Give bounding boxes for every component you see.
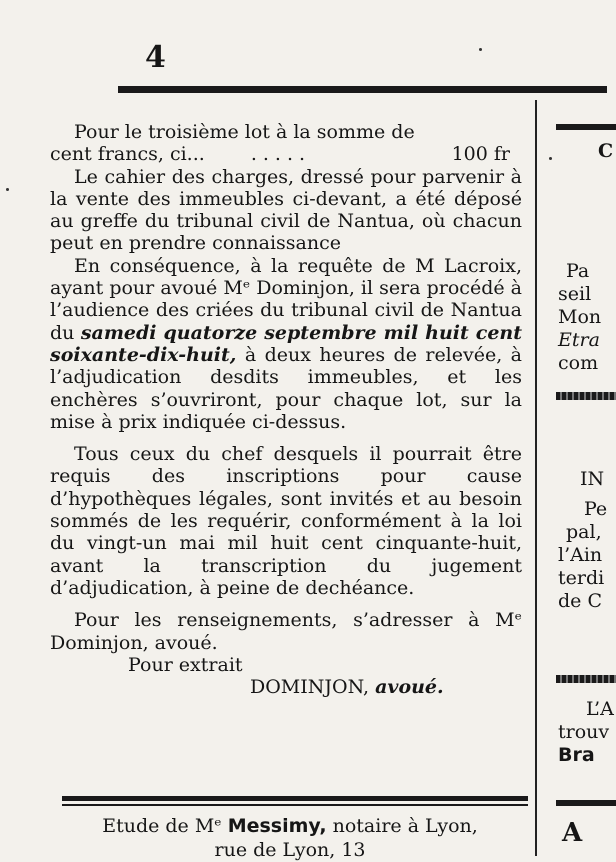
signature-pour-extrait: Pour extrait: [128, 653, 243, 676]
right-fragment: com: [558, 352, 599, 374]
right-rule: [556, 392, 616, 400]
right-fragment: Mon: [558, 306, 602, 328]
right-rule: [556, 800, 616, 806]
footer-notice: [50, 814, 530, 862]
ink-speck: [6, 188, 9, 191]
right-fragment: l’Ain: [558, 544, 603, 566]
header-rule: [118, 86, 607, 93]
ink-speck: [479, 48, 482, 51]
lot-dots: .....: [250, 143, 312, 166]
right-fragment: C: [598, 140, 614, 162]
right-fragment: IN: [580, 468, 605, 490]
paragraph-renseignements: Pour les renseignements, s’adresser à Mᵉ Dominjon, avoué.: [50, 609, 522, 654]
right-fragment: de C: [558, 590, 602, 612]
footer-line-1: [50, 814, 530, 838]
footer-line-2: rue de Lyon, 13: [214, 839, 366, 861]
right-fragment: seil: [558, 283, 592, 305]
consequence-text-a: En conséquence, à la requête de M Lacroix, ayant pour avoué Mᵉ Dominjon, il sera procédé à l’audience des criées du tribunal civil de Nantua du: [50, 254, 522, 344]
right-fragment: trouv: [558, 721, 610, 743]
paragraph-consequence: [50, 255, 522, 433]
paragraph-cahier: Le cahier des charges, dressé pour parvenir à la vente des immeubles ci-devant, a été déposé au greffe du tribunal civil de Nantua, où chacun peut en prendre connaissance: [50, 165, 522, 255]
right-fragment: terdi: [558, 567, 605, 589]
column-divider: [535, 100, 537, 856]
right-fragment: Pe: [584, 498, 608, 520]
right-fragment: Pa: [566, 260, 590, 282]
footer-notary-name: Messimy,: [227, 815, 327, 837]
right-column-fragment: [548, 100, 614, 856]
signature-role: avoué.: [375, 676, 444, 699]
section-divider: [62, 796, 528, 806]
lot-label: cent francs, ci...: [50, 143, 205, 166]
lot-amount: 100 fr: [451, 143, 510, 166]
right-rule: [556, 124, 616, 130]
signature-line: [50, 676, 522, 698]
page-number: 4: [145, 40, 167, 75]
lot-amount-line: [50, 143, 522, 165]
ink-speck: [549, 157, 552, 160]
lot-line: Pour le troisième lot à la somme de: [74, 121, 415, 143]
footer-suffix: notaire à Lyon,: [332, 815, 478, 837]
right-rule: [556, 675, 616, 683]
footer-prefix: Etude de Mᵉ: [102, 815, 222, 837]
main-column: [50, 121, 522, 698]
right-fragment: Bra: [558, 744, 595, 766]
signature-name: DOMINJON,: [250, 676, 370, 699]
right-fragment: pal,: [566, 521, 602, 543]
consequence-text-b: à deux heures de relevée, à l’adjudication desdits immeubles, et les enchères s’ouvriront, pour chaque lot, sur la mise à prix indiquée ci-dessus.: [50, 343, 523, 433]
auction-date: samedi quatorze septembre mil huit cent soixante-dix-huit,: [50, 321, 522, 366]
right-fragment: A: [562, 818, 583, 848]
right-fragment: Etra: [558, 329, 600, 351]
paragraph-inscriptions: Tous ceux du chef desquels il pourrait être requis des inscriptions pour cause d’hypothèques légales, sont invités et au besoin sommés de les requérir, conformément à la loi du vingt-un mai mil huit cent cinquante-huit, avant la transcription du jugement d’adjudication, à peine de dechéance.: [50, 443, 522, 599]
right-fragment: L’A: [586, 698, 614, 720]
